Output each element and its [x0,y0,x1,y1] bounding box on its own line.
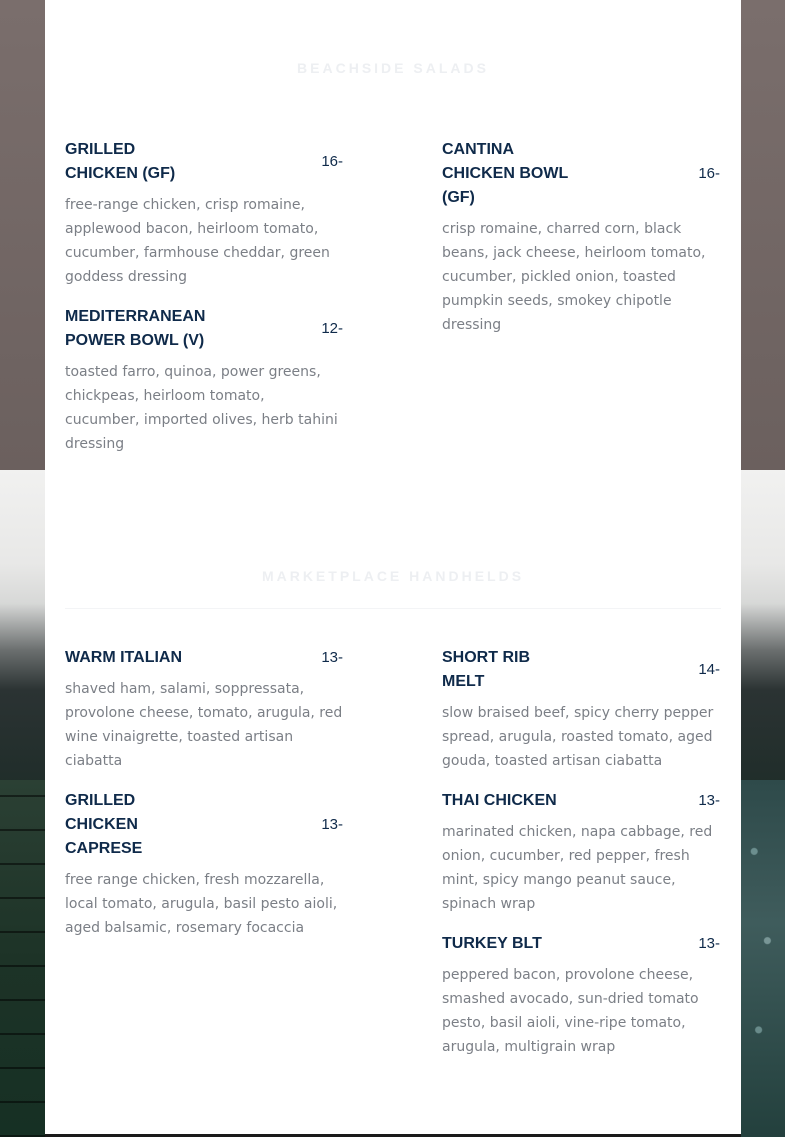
item-price: 14- [698,661,720,678]
item-name: GRILLED CHICKEN (GF) [65,141,176,182]
item-name: TURKEY BLT [442,935,542,952]
menu-item-short-rib-melt [442,646,720,773]
item-price: 16- [698,165,720,182]
item-description: free-range chicken, crisp romaine, applewood bacon, heirloom tomato, cucumber, farmhouse cheddar, green goddess dressing [65,197,330,285]
item-description: slow braised beef, spicy cherry pepper spread, arugula, roasted tomato, aged gouda, toasted artisan ciabatta [442,705,714,769]
item-price: 13- [698,792,720,809]
menu-item-grilled-chicken-caprese [65,789,343,940]
item-name: MEDITERRANEAN POWER BOWL (V) [65,308,206,349]
menu-item-warm-italian [65,646,343,773]
item-price: 13- [698,935,720,952]
background-brick-wall [0,780,45,1137]
item-price: 16- [321,153,343,170]
item-description: shaved ham, salami, soppressata, provolone cheese, tomato, arugula, red wine vinaigrette, toasted artisan ciabatta [65,681,343,769]
background-right-detail [741,780,785,1137]
menu-card [45,0,741,1134]
item-name: SHORT RIB MELT [442,649,530,690]
item-name: WARM ITALIAN [65,649,183,666]
section-divider [65,608,721,609]
item-name: THAI CHICKEN [442,792,557,809]
menu-item-thai-chicken [442,789,720,916]
menu-item-cantina-chicken-bowl [442,138,720,337]
item-name: GRILLED CHICKEN CAPRESE [65,792,143,857]
item-description: marinated chicken, napa cabbage, red onion, cucumber, red pepper, fresh mint, spicy mango peanut sauce, spinach wrap [442,824,713,912]
item-name: CANTINA CHICKEN BOWL (GF) [442,141,568,206]
item-description: peppered bacon, provolone cheese, smashed avocado, sun-dried tomato pesto, basil aioli, vine-ripe tomato, arugula, multigrain wrap [442,967,699,1055]
section-title-handhelds: MARKETPLACE HANDHELDS [261,568,525,584]
item-price: 13- [321,816,343,833]
section-title-salads: BEACHSIDE SALADS [297,60,489,76]
item-description: toasted farro, quinoa, power greens, chickpeas, heirloom tomato, cucumber, imported olives, herb tahini dressing [65,364,338,452]
item-price: 13- [321,649,343,666]
item-price: 12- [321,320,343,337]
item-description: free range chicken, fresh mozzarella, local tomato, arugula, basil pesto aioli, aged balsamic, rosemary focaccia [65,872,338,936]
menu-item-mediterranean-power-bowl [65,305,343,456]
item-description: crisp romaine, charred corn, black beans, jack cheese, heirloom tomato, cucumber, pickled onion, toasted pumpkin seeds, smokey chipotle dressing [442,221,706,333]
menu-item-grilled-chicken [65,138,343,289]
menu-item-turkey-blt [442,932,720,1059]
